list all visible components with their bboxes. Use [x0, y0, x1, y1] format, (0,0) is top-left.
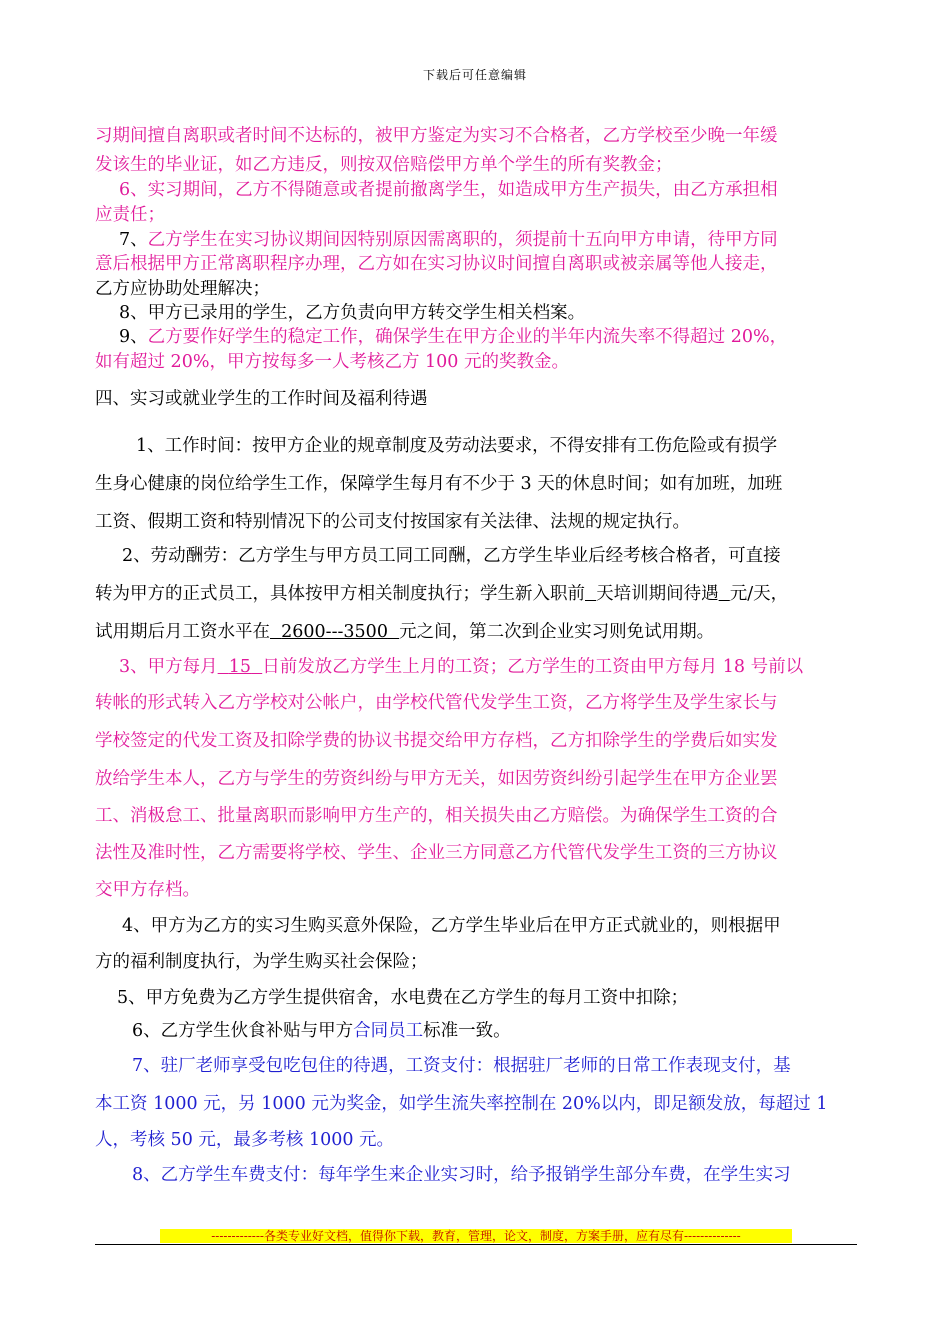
- section-4-heading: 四、实习或就业学生的工作时间及福利待遇: [95, 389, 428, 409]
- item-6-text-a: 6、乙方学生伙食补贴与甲方: [132, 1021, 354, 1041]
- clause-9-text: 乙方要作好学生的稳定工作，确保学生在甲方企业的半年内流失率不得超过 20%，: [147, 327, 788, 347]
- item-2-line-3: [95, 618, 857, 643]
- item-2-text-d: 试用期后月工资水平在: [95, 622, 270, 642]
- clause-6-line-1: 6、实习期间，乙方不得随意或者提前撤离学生，如造成甲方生产损失，由乙方承担相: [119, 180, 778, 200]
- clause-7-line-3: 乙方应协助处理解决；: [95, 279, 270, 299]
- page-header: 下载后可任意编辑: [422, 68, 527, 82]
- item-3-line-7: 交甲方存档。: [95, 880, 200, 900]
- footer-banner: -------------各类专业好文档，值得你下载，教育，管理，论文，制度，方案手册，应有尽有--------------: [160, 1229, 792, 1243]
- clause-7-text: 乙方学生在实习协议期间因特别原因需离职的，须提前十五向甲方申请，待甲方同: [147, 230, 778, 250]
- clause-8: 8、甲方已录用的学生，乙方负责向甲方转交学生相关档案。: [119, 303, 586, 323]
- contract-staff-term: 合同员工: [353, 1021, 424, 1041]
- clause-9-number: 9、: [119, 327, 148, 347]
- item-7-line-2: 本工资 1000 元，另 1000 元为奖金，如学生流失率控制在 20%以内，即足额发放，每超过 1: [95, 1094, 828, 1114]
- item-1-line-2: 生身心健康的岗位给学生工作，保障学生每月有不少于 3 天的休息时间；如有加班，加班: [95, 474, 783, 494]
- training-pay-blank: [719, 584, 730, 604]
- clause-7-line-1: [119, 226, 857, 251]
- clause-7-line-2: 意后根据甲方正常离职程序办理，乙方如在实习协议时间擅自离职或被亲属等他人接走，: [95, 254, 778, 274]
- item-4-line-1: 4、甲方为乙方的实习生购买意外保险，乙方学生毕业后在甲方正式就业的，则根据甲: [122, 916, 781, 936]
- item-3-line-1: [119, 653, 857, 678]
- item-2-text-e: 元之间，第二次到企业实习则免试用期。: [399, 622, 715, 642]
- item-6-text-c: 标准一致。: [423, 1021, 511, 1041]
- item-3-line-4: 放给学生本人，乙方与学生的劳资纠纷与甲方无关，如因劳资纠纷引起学生在甲方企业罢: [95, 769, 778, 789]
- salary-range-value: 2600---3500: [281, 622, 388, 642]
- clause-5-line-1: 习期间擅自离职或者时间不达标的，被甲方鉴定为实习不合格者，乙方学校至少晚一年缓: [95, 126, 778, 146]
- item-6: [132, 1017, 857, 1042]
- training-days-blank: [585, 584, 596, 604]
- salary-range: [270, 622, 399, 642]
- item-3-text-b: 日前发放乙方学生上月的工资；乙方学生的工资由甲方每月 18 号前以: [262, 657, 804, 677]
- item-8: 8、乙方学生车费支付：每年学生来企业实习时，给予报销学生部分车费，在学生实习: [132, 1165, 791, 1185]
- item-2-line-2: [95, 580, 857, 605]
- item-4-line-2: 方的福利制度执行，为学生购买社会保险；: [95, 952, 428, 972]
- item-7-line-3: 人，考核 50 元，最多考核 1000 元。: [95, 1130, 395, 1150]
- item-2-line-1: 2、劳动酬劳：乙方学生与甲方员工同工同酬，乙方学生毕业后经考核合格者，可直接: [122, 546, 781, 566]
- item-7-line-1: 7、驻厂老师享受包吃包住的待遇，工资支付：根据驻厂老师的日常工作表现支付，基: [132, 1056, 791, 1076]
- item-1-line-3: 工资、假期工资和特别情况下的公司支付按国家有关法律、法规的规定执行。: [95, 512, 690, 532]
- item-3-line-6: 法性及准时性，乙方需要将学校、学生、企业三方同意乙方代管代发学生工资的三方协议: [95, 843, 778, 863]
- item-1-line-1: 1、工作时间：按甲方企业的规章制度及劳动法要求，不得安排有工伤危险或有损学: [136, 436, 778, 456]
- footer-rule: [95, 1244, 857, 1245]
- clause-7-number: 7、: [119, 230, 148, 250]
- item-3-line-5: 工、消极怠工、批量离职而影响甲方生产的，相关损失由乙方赔偿。为确保学生工资的合: [95, 806, 778, 826]
- item-2-text-b: 天培训期间待遇: [596, 584, 719, 604]
- clause-9-line-1: [119, 323, 857, 348]
- clause-9-line-2: 如有超过 20%，甲方按每多一人考核乙方 100 元的奖教金。: [95, 352, 569, 372]
- item-3-line-2: 转帐的形式转入乙方学校对公帐户，由学校代管代发学生工资，乙方将学生及学生家长与: [95, 693, 778, 713]
- item-2-text-a: 转为甲方的正式员工，具体按甲方相关制度执行；学生新入职前: [95, 584, 585, 604]
- item-2-text-c: 元/天，: [729, 584, 789, 604]
- clause-5-line-2: 发该生的毕业证，如乙方违反，则按双倍赔偿甲方单个学生的所有奖教金；: [95, 155, 673, 175]
- item-5: 5、甲方免费为乙方学生提供宿舍，水电费在乙方学生的每月工资中扣除；: [117, 988, 689, 1008]
- payday-value: [218, 657, 263, 677]
- item-3-text-a: 3、甲方每月: [119, 657, 218, 677]
- clause-6-line-2: 应责任；: [95, 205, 165, 225]
- item-3-line-3: 学校签定的代发工资及扣除学费的协议书提交给甲方存档，乙方扣除学生的学费后如实发: [95, 731, 778, 751]
- payday-number: 15: [228, 657, 252, 677]
